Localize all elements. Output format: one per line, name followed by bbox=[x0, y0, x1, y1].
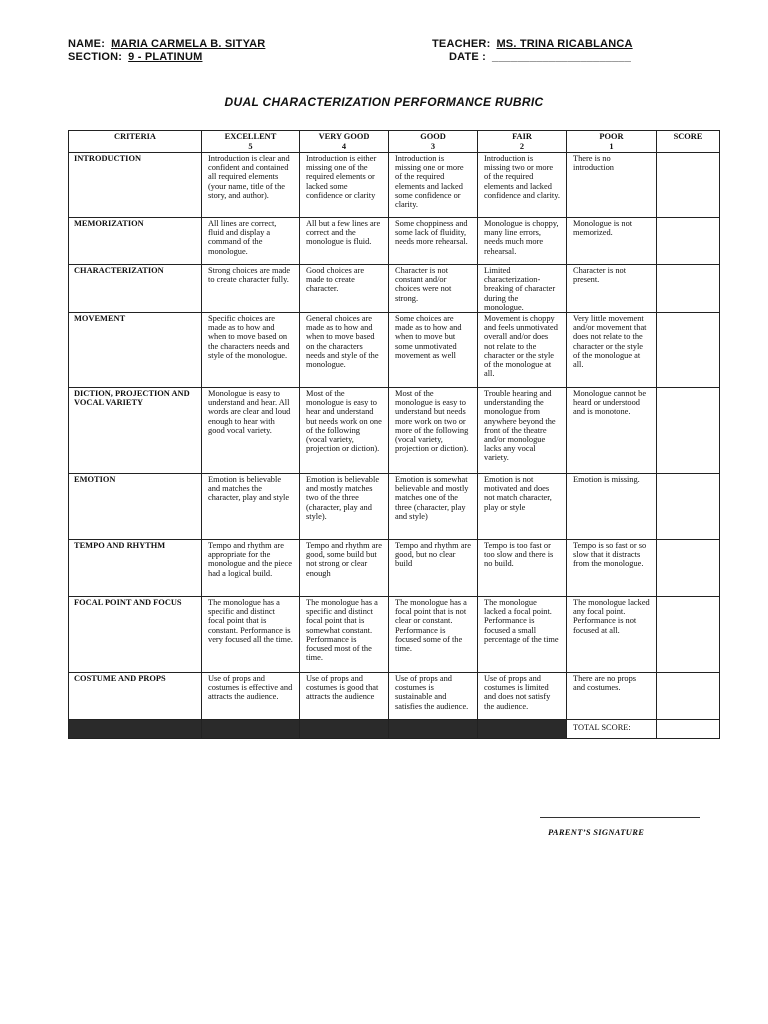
descriptor-cell: Monologue cannot be heard or understood and is monotone. bbox=[567, 388, 657, 474]
score-cell[interactable] bbox=[657, 540, 720, 597]
descriptor-cell: Emotion is believable and mostly matches two of the three (character, play and style). bbox=[300, 474, 389, 540]
shaded-cell bbox=[300, 720, 389, 739]
total-score-label: TOTAL SCORE: bbox=[567, 720, 657, 739]
descriptor-cell: There is no introduction bbox=[567, 153, 657, 218]
descriptor-cell: Most of the monologue is easy to hear and understand but needs work on one of the following (vocal variety, projection or diction). bbox=[300, 388, 389, 474]
teacher-label: TEACHER: bbox=[432, 38, 491, 50]
descriptor-cell: All lines are correct, fluid and display a command of the monologue. bbox=[202, 218, 300, 265]
date-value: ______________________ bbox=[492, 51, 632, 63]
date-line bbox=[449, 51, 631, 63]
criteria-cell: FOCAL POINT AND FOCUS bbox=[69, 597, 202, 673]
descriptor-cell: Introduction is either missing one of the required elements or lacked some confidence or clarity bbox=[300, 153, 389, 218]
shaded-cell bbox=[202, 720, 300, 739]
rubric-row-tempo bbox=[69, 540, 720, 597]
column-header-good: GOOD 3 bbox=[389, 131, 478, 153]
rubric-row-emotion bbox=[69, 474, 720, 540]
descriptor-cell: The monologue has a focal point that is not clear or constant. Performance is focused some of the time. bbox=[389, 597, 478, 673]
descriptor-cell: Monologue is choppy, many line errors, needs much more rehearsal. bbox=[478, 218, 567, 265]
score-cell[interactable] bbox=[657, 313, 720, 388]
descriptor-cell: The monologue lacked a focal point. Performance is focused a small percentage of the time bbox=[478, 597, 567, 673]
descriptor-cell: Use of props and costumes is effective and attracts the audience. bbox=[202, 673, 300, 720]
section-line bbox=[68, 51, 202, 63]
shaded-cell bbox=[69, 720, 202, 739]
teacher-value: MS. TRINA RICABLANCA bbox=[496, 38, 633, 50]
shaded-cell bbox=[478, 720, 567, 739]
score-cell[interactable] bbox=[657, 597, 720, 673]
student-name-line bbox=[68, 38, 265, 50]
descriptor-cell: Tempo is too fast or too slow and there is no build. bbox=[478, 540, 567, 597]
rubric-row-costume bbox=[69, 673, 720, 720]
column-header-fair: FAIR 2 bbox=[478, 131, 567, 153]
descriptor-cell: Emotion is not motivated and does not match character, play or style bbox=[478, 474, 567, 540]
descriptor-cell: Emotion is somewhat believable and mostly matches one of the three (character, play and style) bbox=[389, 474, 478, 540]
date-label: DATE : bbox=[449, 51, 487, 63]
descriptor-cell: Tempo and rhythm are good, some build but not strong or clear enough bbox=[300, 540, 389, 597]
descriptor-cell: The monologue has a specific and distinct focal point that is somewhat constant. Performance is focused most of the time. bbox=[300, 597, 389, 673]
student-name-value: MARIA CARMELA B. SITYAR bbox=[111, 38, 266, 50]
descriptor-cell: Introduction is missing two or more of the required elements and lacked confidence and clarity. bbox=[478, 153, 567, 218]
shaded-cell bbox=[389, 720, 478, 739]
total-score-cell[interactable] bbox=[657, 720, 720, 739]
score-cell[interactable] bbox=[657, 673, 720, 720]
descriptor-cell: Character is not present. bbox=[567, 265, 657, 313]
rubric-row-characterization bbox=[69, 265, 720, 313]
score-cell[interactable] bbox=[657, 153, 720, 218]
score-cell[interactable] bbox=[657, 265, 720, 313]
descriptor-cell: Character is not constant and/or choices were not strong. bbox=[389, 265, 478, 313]
descriptor-cell: Some choppiness and some lack of fluidity, needs more rehearsal. bbox=[389, 218, 478, 265]
criteria-cell: MEMORIZATION bbox=[69, 218, 202, 265]
column-header-excellent: EXCELLENT 5 bbox=[202, 131, 300, 153]
rubric-row-memorization bbox=[69, 218, 720, 265]
name-label: NAME: bbox=[68, 38, 106, 50]
parent-signature-label: PARENT’S SIGNATURE bbox=[548, 827, 645, 837]
rubric-row-introduction bbox=[69, 153, 720, 218]
criteria-cell: COSTUME AND PROPS bbox=[69, 673, 202, 720]
score-cell[interactable] bbox=[657, 218, 720, 265]
descriptor-cell: Use of props and costumes is limited and does not satisfy the audience. bbox=[478, 673, 567, 720]
descriptor-cell: Emotion is missing. bbox=[567, 474, 657, 540]
column-header-criteria: CRITERIA bbox=[69, 131, 202, 153]
criteria-cell: CHARACTERIZATION bbox=[69, 265, 202, 313]
section-value: 9 - PLATINUM bbox=[128, 51, 203, 63]
descriptor-cell: There are no props and costumes. bbox=[567, 673, 657, 720]
descriptor-cell: Use of props and costumes is sustainable and satisfies the audience. bbox=[389, 673, 478, 720]
descriptor-cell: All but a few lines are correct and the monologue is fluid. bbox=[300, 218, 389, 265]
column-header-very-good: VERY GOOD 4 bbox=[300, 131, 389, 153]
descriptor-cell: Very little movement and/or movement that does not relate to the character or the style of the monologue at all. bbox=[567, 313, 657, 388]
criteria-cell: DICTION, PROJECTION AND VOCAL VARIETY bbox=[69, 388, 202, 474]
section-label: SECTION: bbox=[68, 51, 123, 63]
descriptor-cell: Strong choices are made to create character fully. bbox=[202, 265, 300, 313]
descriptor-cell: Limited characterization- breaking of character during the monologue. bbox=[478, 265, 567, 313]
score-cell[interactable] bbox=[657, 388, 720, 474]
rubric-table bbox=[68, 130, 720, 739]
descriptor-cell: Emotion is believable and matches the character, play and style bbox=[202, 474, 300, 540]
criteria-cell: TEMPO AND RHYTHM bbox=[69, 540, 202, 597]
criteria-cell: MOVEMENT bbox=[69, 313, 202, 388]
teacher-line bbox=[432, 38, 633, 50]
descriptor-cell: Tempo is so fast or so slow that it distracts from the monologue. bbox=[567, 540, 657, 597]
descriptor-cell: Introduction is missing one or more of the required elements and lacked some confidence or clarity. bbox=[389, 153, 478, 218]
descriptor-cell: Specific choices are made as to how and when to move based on the characters needs and style of the monologue. bbox=[202, 313, 300, 388]
descriptor-cell: Most of the monologue is easy to understand but needs more work on two or more of the following (vocal variety, projection or diction). bbox=[389, 388, 478, 474]
descriptor-cell: Trouble hearing and understanding the monologue from anywhere beyond the front of the theatre and/or monologue lacks any vocal variety. bbox=[478, 388, 567, 474]
descriptor-cell: General choices are made as to how and when to move based on the characters needs and style of the monologue. bbox=[300, 313, 389, 388]
document-title: DUAL CHARACTERIZATION PERFORMANCE RUBRIC bbox=[224, 95, 544, 109]
total-score-row bbox=[69, 720, 720, 739]
column-header-poor: POOR 1 bbox=[567, 131, 657, 153]
criteria-cell: INTRODUCTION bbox=[69, 153, 202, 218]
descriptor-cell: Monologue is not memorized. bbox=[567, 218, 657, 265]
rubric-header-row bbox=[69, 131, 720, 153]
descriptor-cell: Use of props and costumes is good that attracts the audience bbox=[300, 673, 389, 720]
rubric-row-diction bbox=[69, 388, 720, 474]
descriptor-cell: Tempo and rhythm are good, but no clear build bbox=[389, 540, 478, 597]
descriptor-cell: Good choices are made to create character. bbox=[300, 265, 389, 313]
column-header-score: SCORE bbox=[657, 131, 720, 153]
rubric-row-movement bbox=[69, 313, 720, 388]
score-cell[interactable] bbox=[657, 474, 720, 540]
descriptor-cell: Movement is choppy and feels unmotivated overall and/or does not relate to the character or the style of the monologue at all. bbox=[478, 313, 567, 388]
descriptor-cell: Introduction is clear and confident and contained all required elements (your name, title of the story, and author). bbox=[202, 153, 300, 218]
descriptor-cell: Some choices are made as to how and when to move but some unmotivated movement as well bbox=[389, 313, 478, 388]
signature-line[interactable] bbox=[540, 817, 700, 818]
rubric-row-focal-point bbox=[69, 597, 720, 673]
descriptor-cell: The monologue has a specific and distinct focal point that is constant. Performance is very focused all the time. bbox=[202, 597, 300, 673]
descriptor-cell: The monologue lacked any focal point. Performance is not focused at all. bbox=[567, 597, 657, 673]
descriptor-cell: Monologue is easy to understand and hear. All words are clear and loud enough to hear with good vocal variety. bbox=[202, 388, 300, 474]
criteria-cell: EMOTION bbox=[69, 474, 202, 540]
descriptor-cell: Tempo and rhythm are appropriate for the monologue and the piece had a logical build. bbox=[202, 540, 300, 597]
